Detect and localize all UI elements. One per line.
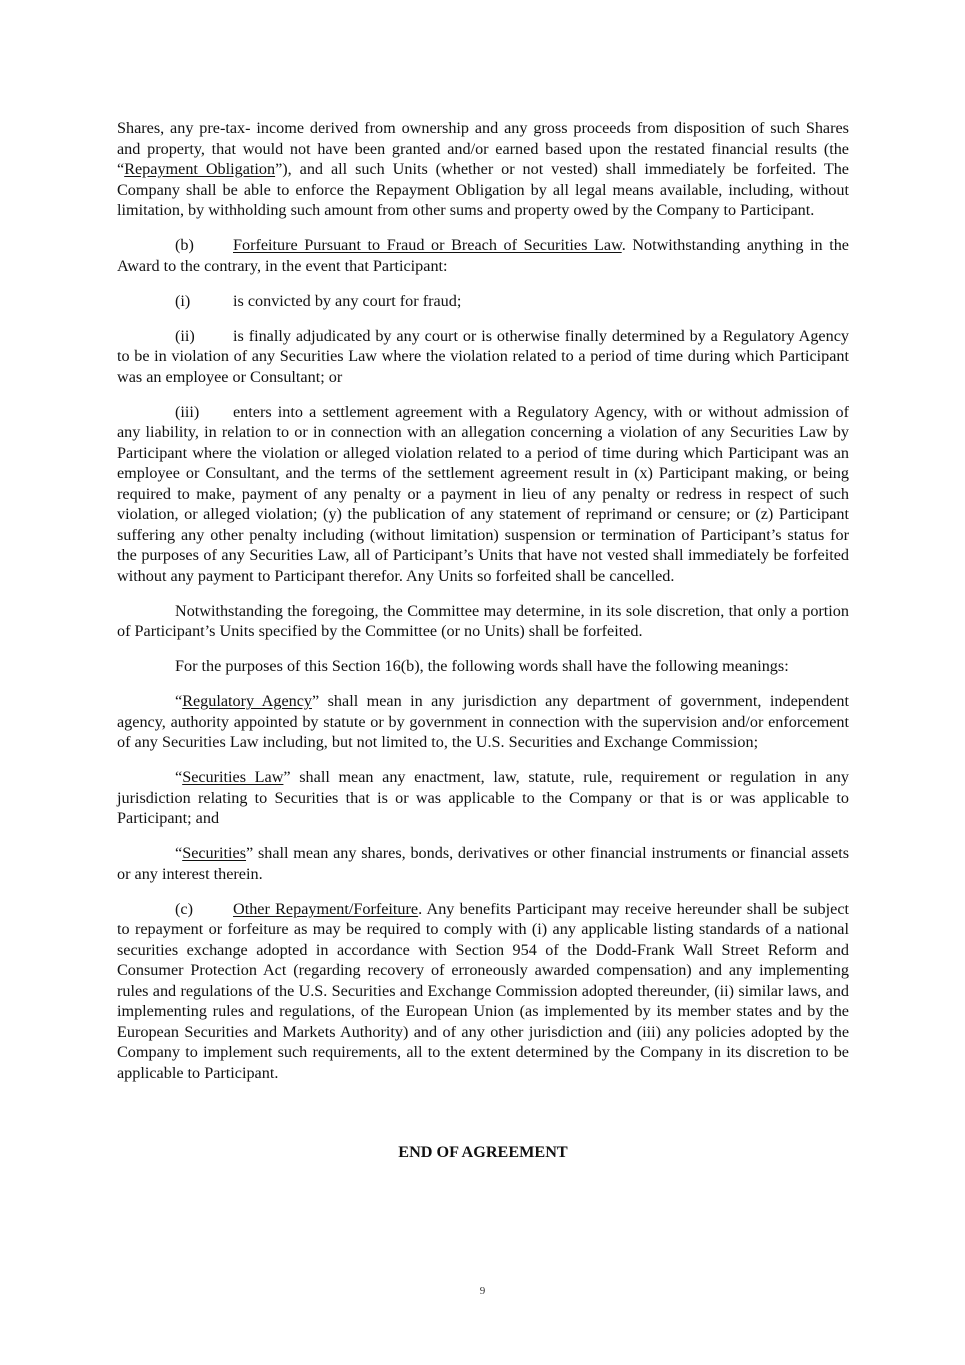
item-i: (i) is convicted by any court for fraud; — [175, 291, 462, 310]
item-iii-label: (iii) — [175, 402, 200, 421]
section-c: (c) Other Repayment/Forfeiture. Any benefits Participant may receive hereunder shall be subject to repayment or forfeiture as may be required to comply with (i) any applicable listing standards of a national securities exchange adopted in accordance with Section 954 of the Dodd-Frank Wall Street Reform and Consumer Protection Act (regarding recovery of erroneously awarded compensation) and any implementing rules and regulations of the U.S. Securities and Exchange Commission adopted thereunder, (ii) similar laws, and implementing rules and regulations, of the European Union (as implemented by its member states and by the European Securities and Markets Authority) and of any other jurisdiction and (iii) any policies adopted by the Company to implement such requirements, all to the extent determined by the Company in its discretion to be applicable to Participant. — [117, 899, 849, 1082]
paragraph-notwithstanding: Notwithstanding the foregoing, the Committee may determine, in its sole discretion, that only a portion of Participant’s Units specified by the Committee (or no Units) shall be forfeited. — [117, 601, 849, 640]
section-b-heading: Forfeiture Pursuant to Fraud or Breach of Securities Law — [233, 236, 622, 254]
definition-securities-law: “Securities Law” shall mean any enactment, law, statute, rule, requirement or regulation in any jurisdiction relating to Securities that is or was applicable to the Company or that is or was applicable to Participant; and — [117, 768, 849, 827]
definition-securities: “Securities” shall mean any shares, bonds, derivatives or other financial instruments or financial assets or any interest therein. — [117, 844, 849, 883]
term-securities-law: Securities Law — [182, 768, 284, 786]
paragraph-purposes: For the purposes of this Section 16(b), the following words shall have the following meanings: — [175, 657, 789, 675]
section-b-label: (b) — [175, 236, 194, 254]
section-b: (b) Forfeiture Pursuant to Fraud or Breach of Securities Law. Notwithstanding anything in the Award to the contrary, in the event that Participant: — [117, 236, 849, 275]
item-ii-label: (ii) — [175, 326, 195, 345]
term-regulatory-agency: Regulatory Agency — [182, 692, 312, 710]
paragraph-repayment-obligation: Shares, any pre-tax- income derived from ownership and any gross proceeds from disposition of such Shares and property, that would not have been granted and/or earned based upon the restated financial results (the “Repayment Obligation”), and all such Units (whether or not vested) shall immediately be forfeited. The Company shall be able to enforce the Repayment Obligation by all legal means available, including, without limitation, by withholding such amount from other sums and property owed by the Company to Participant. — [117, 119, 849, 219]
document-page — [117, 118, 849, 1162]
page-number: 9 — [479, 1285, 486, 1297]
end-of-agreement-heading: END OF AGREEMENT — [398, 1142, 568, 1161]
spacer — [117, 1098, 849, 1142]
item-iii: (iii) enters into a settlement agreement with a Regulatory Agency, with or without admission of any liability, in relation to or in connection with an allegation concerning a violation of any Securities Law by Participant where the violation or alleged violation related to a period of time during which Participant was an employee or Consultant, and the terms of the settlement agreement result in (x) Participant making, or being required to make, payment of any penalty or a payment in lieu of any penalty or redress in respect of such violation, or alleged violation; (y) the publication of any statement of reprimand or censure; or (z) Participant suffering any other penalty including (without limitation) suspension or termination of Participant’s status for the purposes of any Securities Law, all of Participant’s Units that have not vested shall immediately be forfeited without any payment to Participant therefor. Any Units so forfeited shall be cancelled. — [117, 402, 849, 585]
section-c-heading: Other Repayment/Forfeiture — [233, 899, 419, 918]
item-i-label: (i) — [175, 291, 191, 310]
term-securities: Securities — [182, 844, 247, 862]
item-ii: (ii) is finally adjudicated by any court or is otherwise finally determined by a Regulatory Agency to be in violation of any Securities Law where the violation related to a period of time during which Participant was an employee or Consultant; or — [117, 326, 849, 386]
section-c-label: (c) — [175, 899, 193, 918]
definition-regulatory-agency: “Regulatory Agency” shall mean in any jurisdiction any department of government, independent agency, authority appointed by statute or by government in connection with the supervision and/or enforcement of any Securities Law including, but not limited to, the U.S. Securities and Exchange Commission; — [117, 692, 849, 751]
term-repayment-obligation: Repayment Obligation — [124, 160, 276, 178]
